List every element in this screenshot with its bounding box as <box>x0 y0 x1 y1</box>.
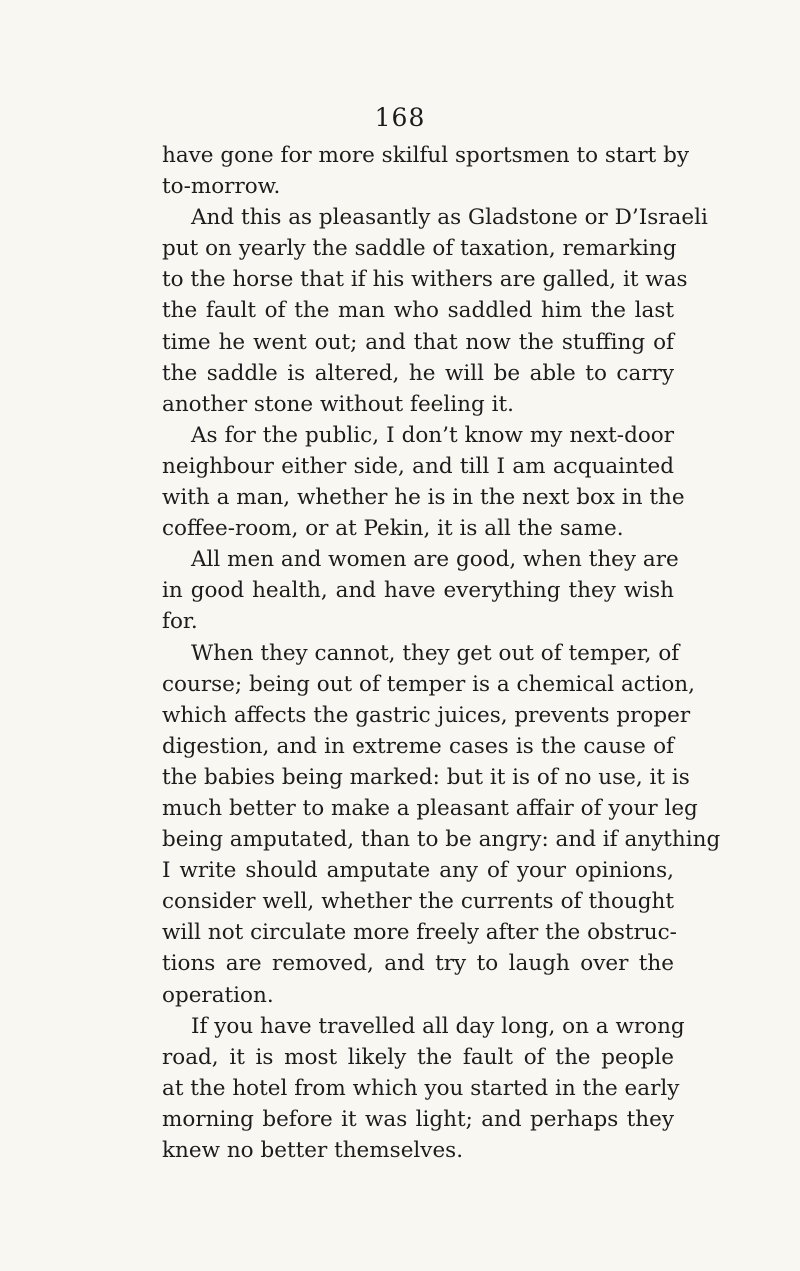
text-line: the fault of the man who saddled him the last <box>162 298 674 324</box>
text-line: have gone for more skilful sportsmen to start by <box>162 143 690 168</box>
text-line: will not circulate more freely after the obstruc- <box>162 920 677 946</box>
text-line: another stone without feeling it. <box>162 391 514 417</box>
text-line: to the horse that if his withers are galled, it was <box>162 267 688 293</box>
text-line: time he went out; and that now the stuffing of <box>162 329 674 355</box>
page-number: 168 <box>374 103 426 132</box>
text-line: neighbour either side, and till I am acquainted <box>162 453 674 479</box>
text-line: digestion, and in extreme cases is the cause of <box>162 733 674 759</box>
text-line: in good health, and have everything they wish <box>162 578 674 604</box>
text-line: the saddle is altered, he will be able to carry <box>162 360 674 386</box>
text-line: with a man, whether he is in the next box in the <box>162 485 685 511</box>
text-line: which affects the gastric juices, prevents proper <box>162 702 691 728</box>
text-line: tions are removed, and try to laugh over the <box>162 951 674 977</box>
text-line: to-morrow. <box>162 174 281 200</box>
text-line: being amputated, than to be angry: and if anything <box>162 827 721 853</box>
text-line: course; being out of temper is a chemical action, <box>162 671 695 697</box>
text-line: much better to make a pleasant affair of your leg <box>162 795 698 821</box>
text-line: for. <box>162 609 198 635</box>
text-line: at the hotel from which you started in the early <box>162 1075 680 1101</box>
body-text <box>162 140 721 1166</box>
text-line: I write should amputate any of your opinions, <box>162 858 674 884</box>
text-line: And this as pleasantly as Gladstone or D’Israeli <box>191 205 708 231</box>
text-line: knew no better themselves. <box>162 1138 464 1163</box>
text-line: consider well, whether the currents of thought <box>162 889 674 915</box>
text-line: put on yearly the saddle of taxation, remarking <box>162 236 677 262</box>
text-line: If you have travelled all day long, on a wrong <box>191 1013 685 1039</box>
text-line: When they cannot, they get out of temper, of <box>191 640 680 666</box>
text-line: operation. <box>162 982 274 1008</box>
text-line: coffee-room, or at Pekin, it is all the same. <box>162 516 624 542</box>
text-line: road, it is most likely the fault of the people <box>162 1044 674 1070</box>
text-line: the babies being marked: but it is of no use, it is <box>162 764 690 790</box>
text-line: As for the public, I don’t know my next-door <box>191 422 674 448</box>
text-line: morning before it was light; and perhaps they <box>162 1106 674 1132</box>
text-line: All men and women are good, when they are <box>191 547 679 573</box>
